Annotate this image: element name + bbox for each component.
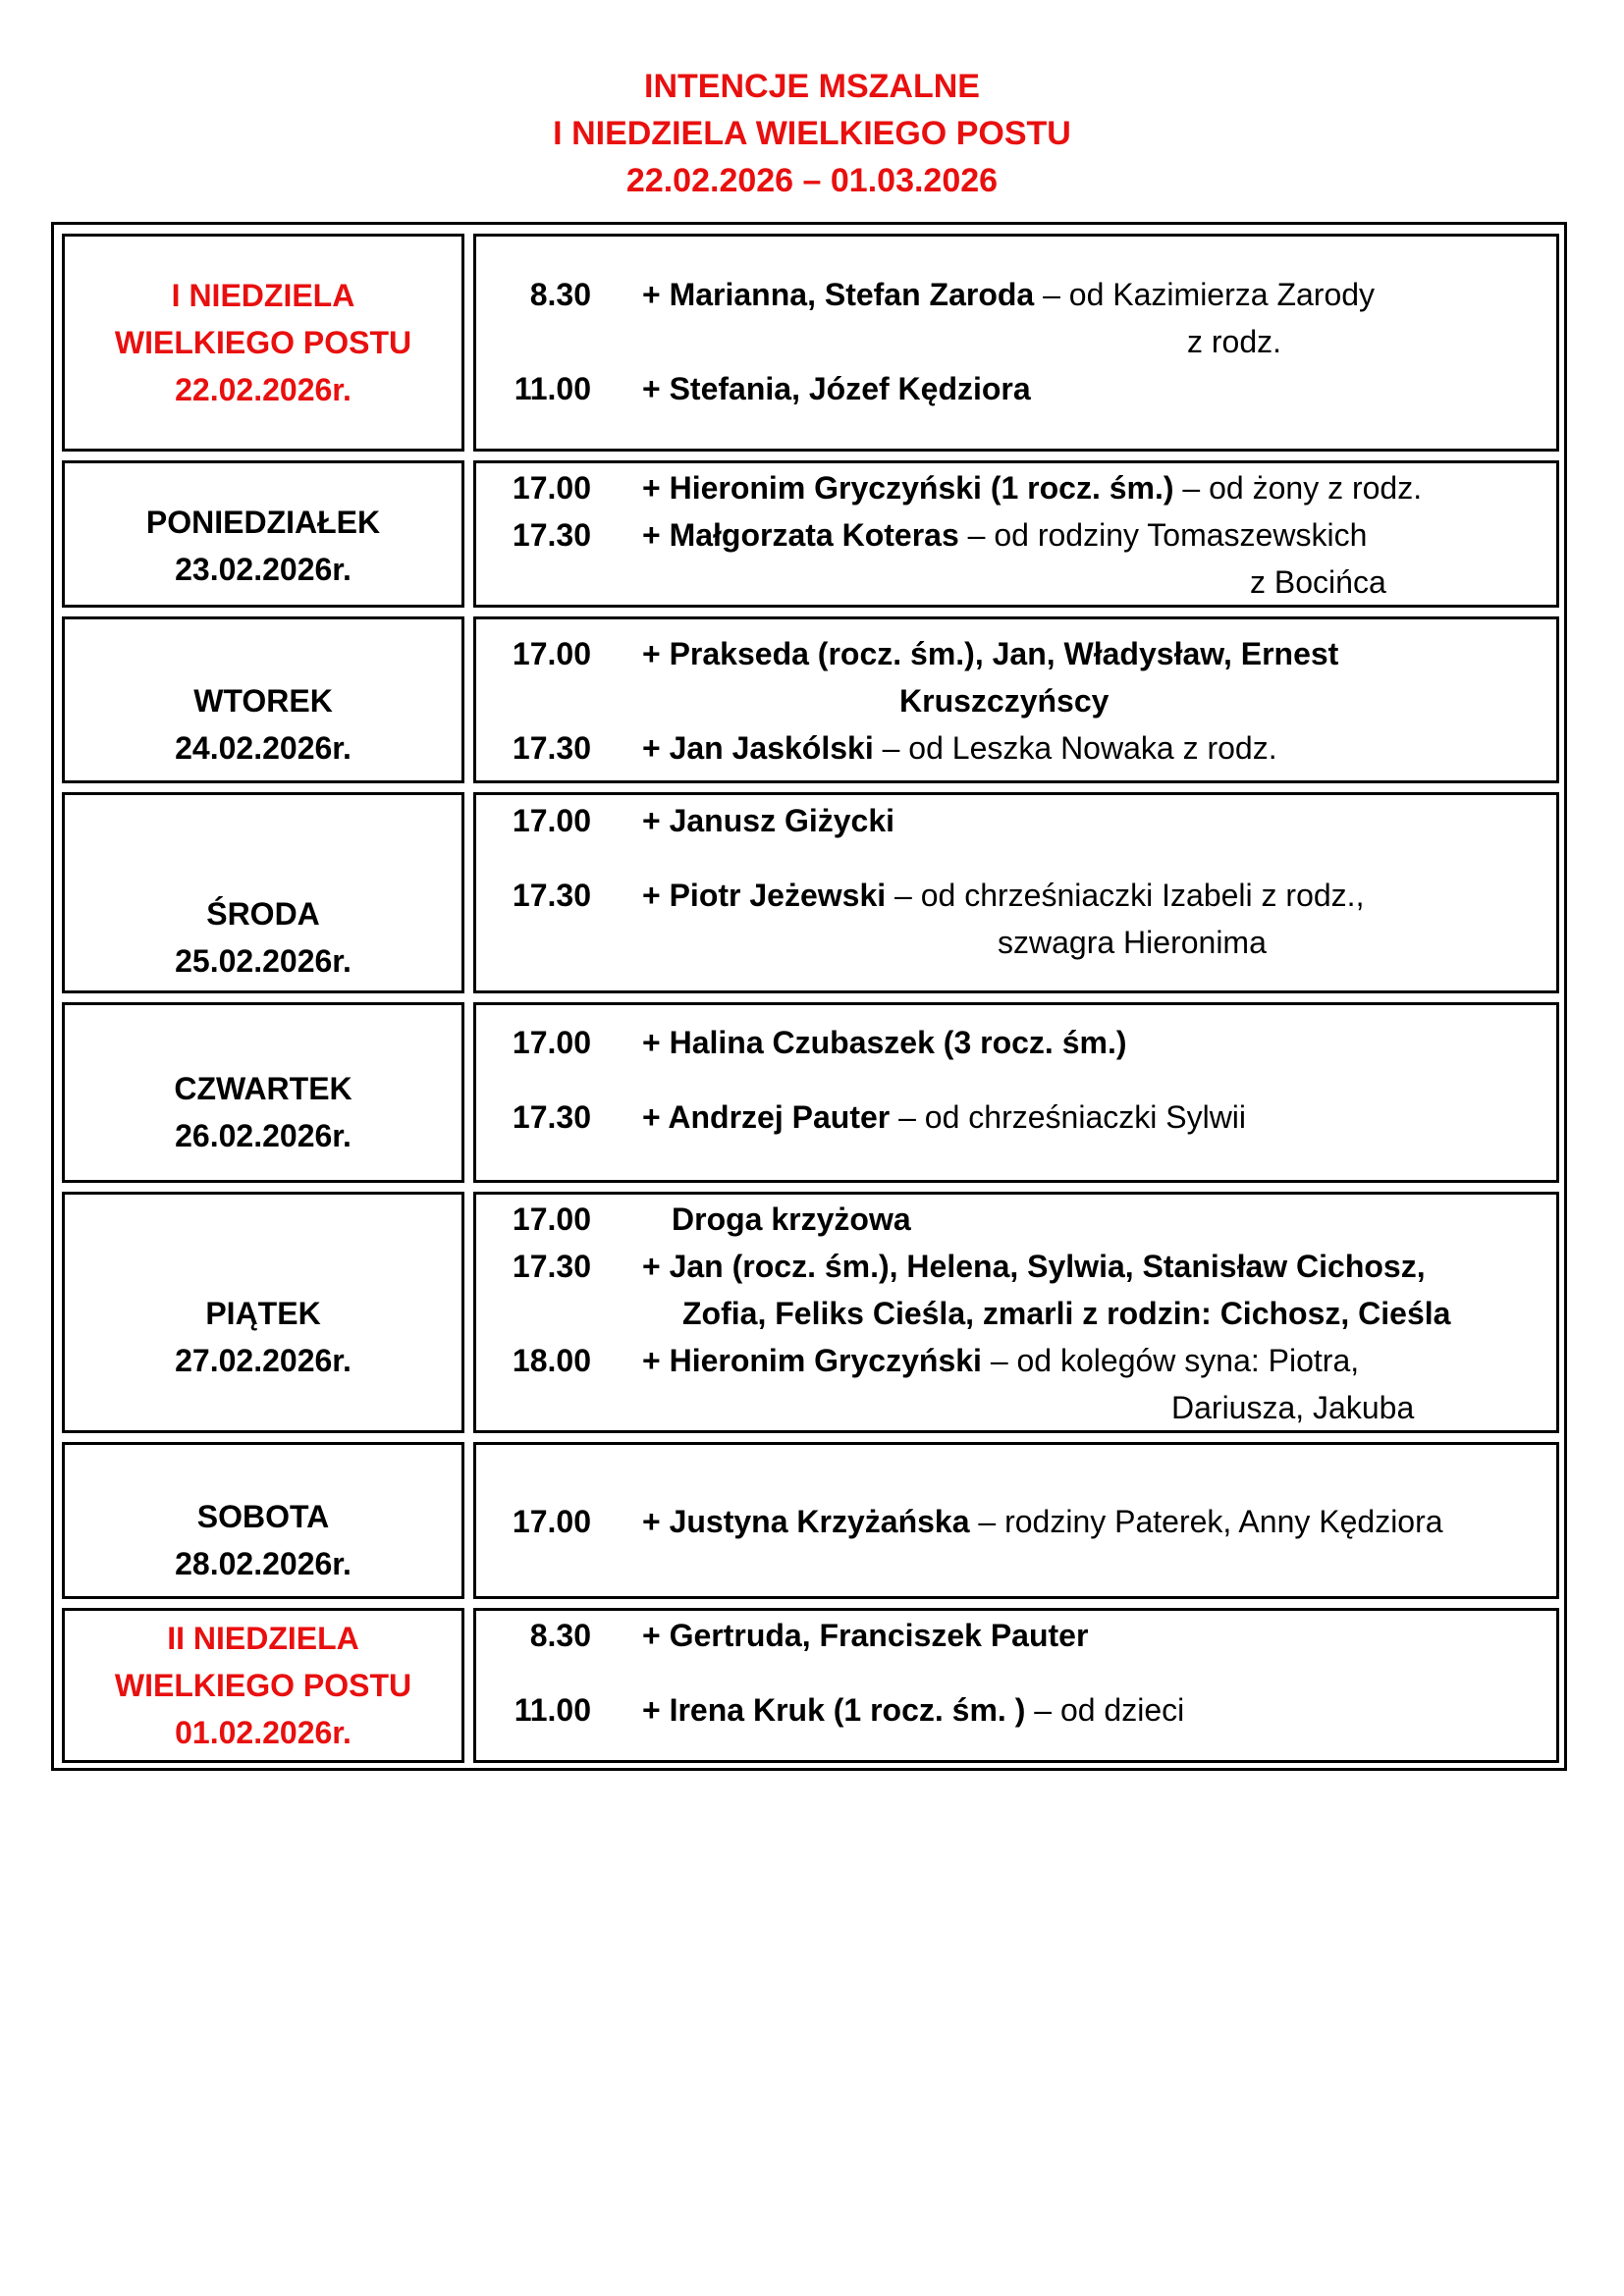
mass-time: 17.30 [512,1099,591,1135]
mass-intention [642,1019,1127,1066]
day-date: 22.02.2026r. [175,372,352,407]
intention-donor: – rodziny Paterek, Anny Kędziora [969,1504,1443,1539]
intention-name: + Stefania, Józef Kędziora [642,371,1031,406]
mass-intention [642,630,1338,677]
intention-name: + Janusz Giżycki [642,803,895,838]
intention-continuation: Zofia, Feliks Cieśla, zmarli z rodzin: Cichosz, Cieśla [682,1296,1451,1331]
intention-name: + Piotr Jeżewski [642,878,887,913]
day-date: 23.02.2026r. [175,552,352,587]
day-date: 24.02.2026r. [175,730,352,766]
day-name-line: II NIEDZIELA [167,1621,359,1656]
entries-sunday-1 [473,234,1559,452]
intention-donor: – od chrześniaczki Izabeli z rodz., [886,878,1365,913]
intention-name: + Hieronim Gryczyński (1 rocz. śm.) [642,470,1174,506]
day-monday [62,460,464,608]
intention-name: + Justyna Krzyżańska [642,1504,970,1539]
mass-intention [642,1686,1184,1734]
intention-name: + Prakseda (rocz. śm.), Jan, Władysław, Ernest [642,636,1339,671]
intention-continuation: Dariusza, Jakuba [1171,1390,1415,1425]
mass-time: 8.30 [529,1618,591,1653]
intention-donor: – od kolegów syna: Piotra, [981,1343,1360,1378]
mass-time: 11.00 [514,371,591,406]
intention-donor: – od żony z rodz. [1173,470,1423,506]
intention-name: + Marianna, Stefan Zaroda [642,277,1035,312]
day-wednesday [62,792,464,993]
intention-continuation: z Bocińca [1250,564,1386,600]
day-name-line: SOBOTA [196,1499,330,1534]
mass-time: 17.00 [512,636,591,671]
day-name-line: I NIEDZIELA [171,278,355,313]
mass-time: 8.30 [529,277,591,312]
mass-intention [642,1337,1359,1384]
intention-donor: – od Leszka Nowaka z rodz. [873,730,1277,766]
day-name-line: CZWARTEK [174,1071,352,1106]
mass-intention [642,797,894,844]
mass-intention [642,464,1422,511]
day-date: 25.02.2026r. [175,942,352,979]
day-name-line: WIELKIEGO POSTU [114,325,412,360]
header-date-range: 22.02.2026 – 01.03.2026 [625,162,999,199]
intention-name: + Hieronim Gryczyński [642,1343,982,1378]
intention-name: + Jan (rocz. śm.), Helena, Sylwia, Stanisław Cichosz, [642,1249,1426,1284]
day-name-line: ŚRODA [206,895,320,932]
day-date: 28.02.2026r. [175,1546,352,1581]
header-subtitle: I NIEDZIELA WIELKIEGO POSTU [553,115,1071,152]
intention-name: + Jan Jaskólski [642,730,874,766]
mass-intention [642,1612,1088,1659]
mass-intention [642,1243,1426,1290]
intention-continuation: szwagra Hieronima [998,925,1267,960]
day-sunday-1 [62,234,464,452]
mass-time: 17.30 [512,517,591,553]
day-sunday-2 [62,1608,464,1763]
mass-intention [642,872,1364,919]
mass-intention [642,1094,1246,1141]
intention-continuation: z rodz. [1187,324,1282,359]
mass-time: 18.00 [512,1343,591,1378]
mass-time: 17.30 [512,1249,591,1284]
day-name-line: PONIEDZIAŁEK [145,505,381,540]
intention-donor: – od dzieci [1025,1692,1185,1728]
mass-intention [672,1196,911,1243]
intention-name: + Irena Kruk (1 rocz. śm. ) [642,1692,1026,1728]
mass-intention [642,271,1375,318]
mass-time: 17.00 [512,1201,591,1237]
mass-intention [642,365,1031,412]
intention-name: Droga krzyżowa [672,1201,911,1237]
intention-donor: – od rodziny Tomaszewskich [958,517,1368,553]
day-name-line: WIELKIEGO POSTU [114,1668,412,1703]
intention-name: + Andrzej Pauter [642,1099,891,1135]
intention-donor: – od chrześniaczki Sylwii [890,1099,1247,1135]
intention-name: + Małgorzata Koteras [642,517,959,553]
day-saturday [62,1442,464,1599]
header-title: INTENCJE MSZALNE [644,68,980,105]
intention-name: + Halina Czubaszek (3 rocz. śm.) [642,1025,1127,1060]
day-thursday [62,1002,464,1183]
intention-continuation: Kruszczyńscy [899,683,1110,719]
day-friday [62,1192,464,1433]
intention-donor: – od Kazimierza Zarody [1034,277,1376,312]
mass-time: 17.00 [512,470,591,506]
mass-time: 11.00 [514,1692,591,1728]
mass-time: 17.00 [512,1025,591,1060]
mass-time: 17.00 [512,1504,591,1539]
day-date: 01.02.2026r. [175,1715,352,1750]
day-date: 26.02.2026r. [175,1118,352,1153]
day-name-line: PIĄTEK [205,1296,321,1331]
intention-name: + Gertruda, Franciszek Pauter [642,1618,1089,1653]
day-name-line: WTOREK [193,683,333,719]
page-header [0,63,1624,204]
mass-intention [642,724,1277,772]
mass-time: 17.30 [512,878,591,913]
mass-intention [642,511,1367,559]
mass-time: 17.30 [512,730,591,766]
mass-time: 17.00 [512,803,591,838]
day-tuesday [62,616,464,783]
mass-intention [642,1498,1443,1545]
day-date: 27.02.2026r. [175,1343,352,1378]
